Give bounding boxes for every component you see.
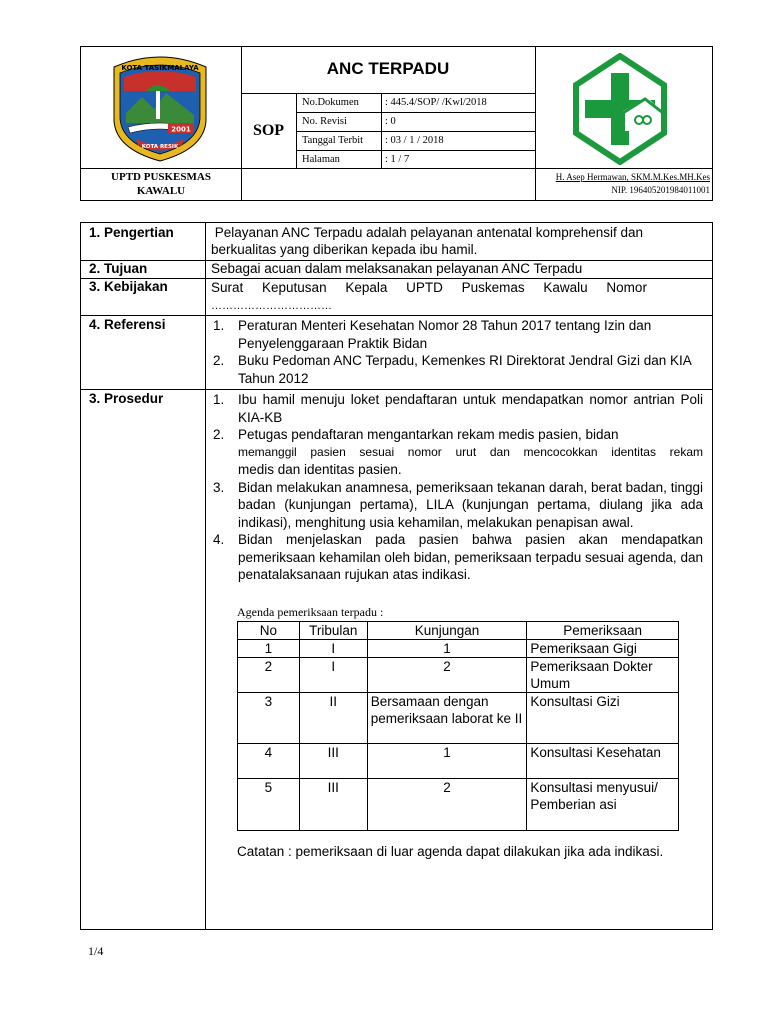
meta-key: Tanggal Terbit [297,132,382,150]
list-text: Peraturan Menteri Kesehatan Nomor 28 Tahun 2017 tentang Izin dan Penyelenggaraan Praktik Bidan [238,318,652,351]
meta-value: : 1 / 7 [385,154,410,165]
meta-value: : 0 [385,116,396,127]
document-meta-table [297,94,535,169]
table-cell: 4 [238,744,300,779]
table-cell: Pemeriksaan Gigi [527,640,679,658]
sop-header [80,46,713,201]
table-row [238,658,679,693]
list-text-block [238,426,703,479]
org-line: KAWALU [136,185,186,197]
section-label-pengertian: 1. Pengertian [89,225,174,240]
list-text: Buku Pedoman ANC Terpadu, Kemenkes RI Direktorat Jendral Gizi dan KIA Tahun 2012 [238,353,691,386]
pengertian-line: berkualitas yang diberikan kepada ibu hamil. [211,242,478,257]
list-item [213,479,703,532]
row-divider [81,315,712,316]
section-label-tujuan: 2. Tujuan [89,261,148,276]
meta-key: No. Revisi [297,113,382,131]
table-row [238,693,679,744]
organization-name [81,170,241,198]
list-item [213,317,703,352]
table-row [238,744,679,779]
signatory-block [535,171,714,197]
table-cell: 1 [367,744,527,779]
meta-row-dokumen [297,94,535,113]
table-cell: 1 [238,640,300,658]
table-cell: 5 [238,779,300,831]
list-text: Bidan menjelaskan pada pasien bahwa pasien akan mendapatkan pemeriksaan kehamilan oleh bidan, pemeriksaan terpadu sesuai agenda, dan penatalaksanaan rujukan atas indikasi. [238,532,703,582]
column-divider [205,223,206,929]
puskesmas-logo [573,53,667,165]
pengertian-line: Pelayanan ANC Terpadu adalah pelayanan antenatal komprehensif dan [211,225,644,240]
document-title: ANC TERPADU [326,59,450,78]
section-label-kebijakan: 3. Kebijakan [89,279,168,294]
list-item [213,352,703,387]
list-item [213,531,703,584]
agenda-table [237,621,679,831]
page-number: 1/4 [88,944,104,958]
table-cell: 2 [367,779,527,831]
list-text: Ibu hamil menuju loket pendaftaran untuk mendapatkan nomor antrian Poli KIA-KB [238,392,703,425]
list-number: 4. [213,532,225,547]
column-header: Tribulan [299,622,367,640]
column-header: Pemeriksaan [527,622,679,640]
table-cell: 3 [238,693,300,744]
kota-tasikmalaya-crest-logo [108,53,212,163]
table-cell: III [299,779,367,831]
meta-key: Halaman [297,151,382,169]
meta-row-halaman [297,151,535,169]
list-text: medis dan identitas pasien. [238,462,402,477]
table-cell: 2 [367,658,527,693]
meta-value: : 03 / 1 / 2018 [385,135,444,146]
table-cell: Konsultasi menyusui/ Pemberian asi [527,779,679,831]
table-cell: II [299,693,367,744]
table-row [238,640,679,658]
kebijakan-line: Surat Keputusan Kepala UPTD Puskemas Kawalu Nomor [211,280,647,295]
sop-label: SOP [241,94,297,168]
meta-key: No.Dokumen [297,94,382,112]
table-cell: I [299,658,367,693]
list-text: Petugas pendaftaran mengantarkan rekam medis pasien, bidan [238,427,619,442]
list-number: 1. [213,318,225,333]
list-item [213,426,703,479]
list-item [213,391,703,426]
column-header: No [238,622,300,640]
table-cell: I [299,640,367,658]
meta-row-tanggal [297,132,535,151]
svg-text:KOTA TASIKMALAYA: KOTA TASIKMALAYA [121,64,199,72]
list-number: 3. [213,479,225,495]
column-header: Kunjungan [367,622,527,640]
list-text: memanggil pasien sesuai nomor urut dan mencocokkan identitas rekam [238,444,703,459]
meta-row-revisi [297,113,535,132]
sop-content-table [80,222,713,930]
svg-text:KOTA RESIK: KOTA RESIK [141,144,179,150]
sop-meta-block [241,93,535,168]
list-number: 1. [213,392,225,407]
agenda-note: Catatan : pemeriksaan di luar agenda dapat dilakukan jika ada indikasi. [237,844,664,859]
table-cell: Pemeriksaan Dokter Umum [527,658,679,693]
table-cell: Bersamaan dengan pemeriksaan laborat ke II [367,693,527,744]
meta-value: : 445.4/SOP/ /Kwl/2018 [385,97,487,108]
list-number: 2. [213,427,225,442]
table-cell: Konsultasi Gizi [527,693,679,744]
svg-text:2001: 2001 [171,125,191,134]
org-line: UPTD PUSKESMAS [111,171,211,183]
table-header-row [238,622,679,640]
table-row [238,779,679,831]
agenda-title: Agenda pemeriksaan terpadu : [237,605,384,619]
table-cell: III [299,744,367,779]
section-label-referensi: 4. Referensi [89,317,166,332]
table-cell: Konsultasi Kesehatan [527,744,679,779]
kebijakan-placeholder: …………………………… [211,300,332,312]
row-divider [81,389,712,390]
table-cell: 2 [238,658,300,693]
list-text: Bidan melakukan anamnesa, pemeriksaan tekanan darah, berat badan, tinggi badan (kunjungan pertama), LILA (kunjungan pertama, diulang jika ada indikasi), menghitung usia kehamilan, melakukan penapisan awal. [238,479,703,530]
list-number: 2. [213,353,225,368]
referensi-list [213,317,703,387]
table-cell: 1 [367,640,527,658]
tujuan-text: Sebagai acuan dalam melaksanakan pelayanan ANC Terpadu [211,261,583,276]
section-label-prosedur: 3. Prosedur [89,391,164,406]
prosedur-list [213,391,703,584]
signatory-name: H. Asep Hermawan, SKM.M.Kes.MH.Kes [555,172,710,182]
signatory-nip: NIP. 196405201984011001 [611,185,710,195]
